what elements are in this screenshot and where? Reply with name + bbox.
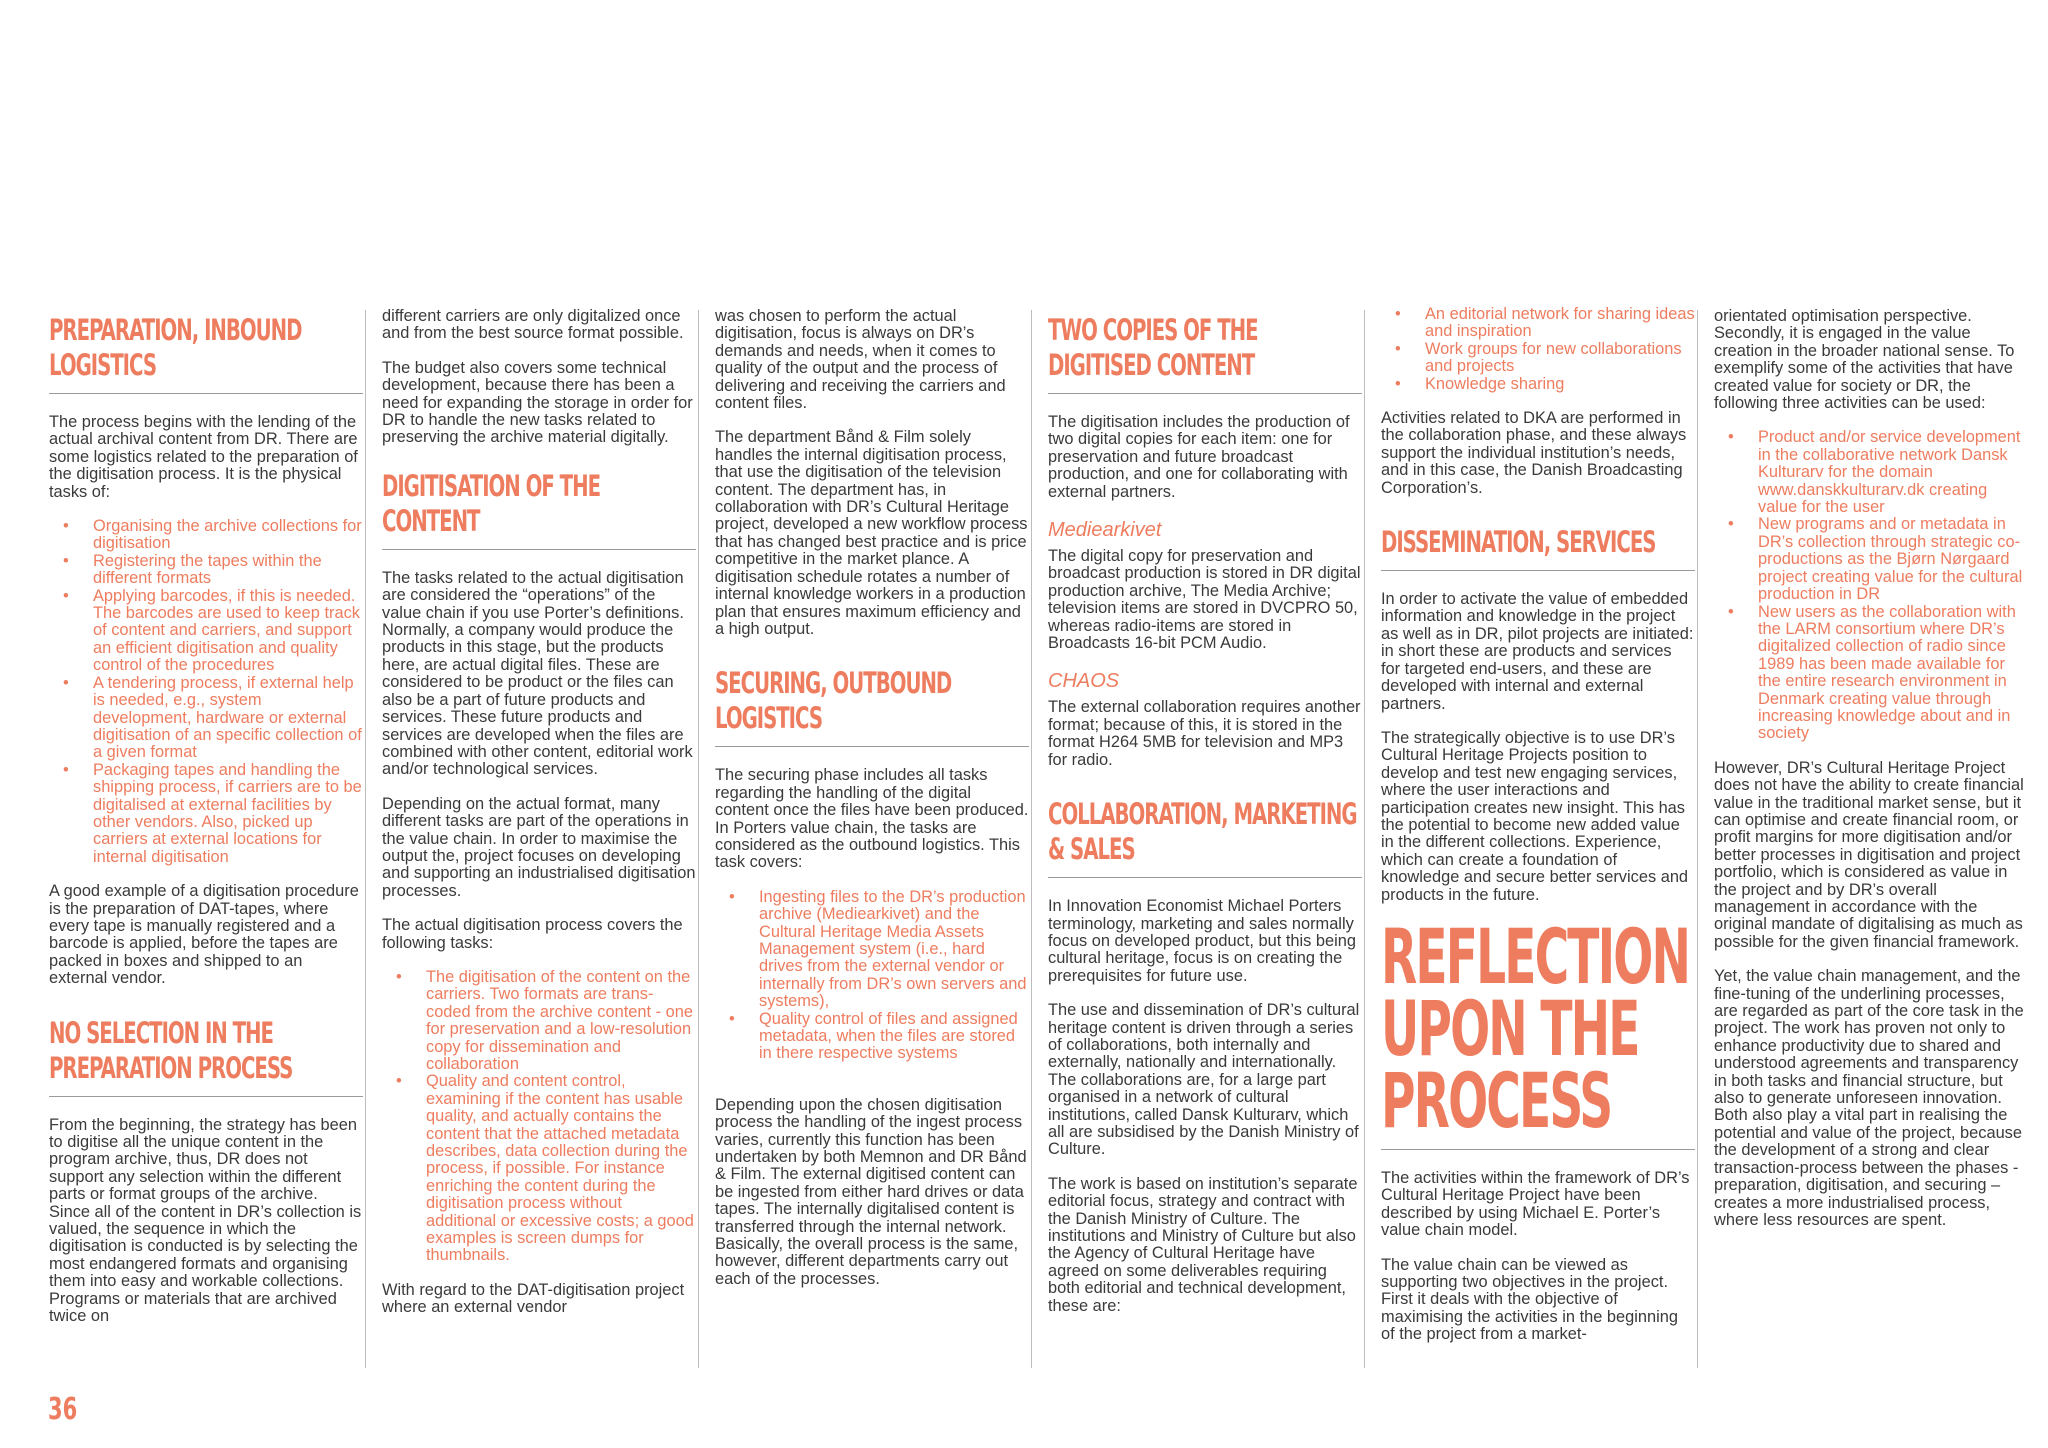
page-number: 36 xyxy=(48,1392,78,1427)
list-item: • Knowledge sharing xyxy=(1425,376,1695,393)
paragraph: Depending on the actual format, many different tasks are part of the operations in the value chain. In order to maximise the output the, project focuses on developing and supporting an industrialised digitisation processes. xyxy=(382,794,696,900)
paragraph: The use and dissemination of DR’s cultural heritage content is driven through a series of collaborations, both internally and externally, nationally and internationally. The collaborations are, for a large part organised in a network of cultural institutions, called Dansk Kulturarv, which all are subsidised by the Danish Ministry of Culture. xyxy=(1048,1001,1360,1159)
paragraph: The tasks related to the actual digitisation are considered the “operations” of the value chain if you use Porter’s definitions. Normally, a company would produce the products in this stage, but the products here, are actual digital files. These are considered to be product or the files can also be a part of future products and services. These future products and services are developed when the files are combined with other content, editorial work and/or technological services. xyxy=(382,568,693,779)
section-heading-two-copies: TWO COPIES OF THE DIGITISED CONTENT xyxy=(1048,313,1258,382)
column-divider xyxy=(1364,310,1365,1368)
paragraph: orientated optimisation perspective. Secondly, it is engaged in the value creation in the broader national sense. To exemplify some of the activities that have created value for society or DR, the following three activities can be used: xyxy=(1714,307,2015,413)
bullet-list xyxy=(1381,306,1695,393)
section-heading-preparation: PREPARATION, INBOUND LOGISTICS xyxy=(49,313,302,382)
paragraph: Activities related to DKA are performed in the collaboration phase, and these always support the individual institution’s needs, and in this case, the Danish Broadcasting Corporation’s. xyxy=(1381,409,1687,497)
bullet-list xyxy=(49,518,363,866)
list-item: • Ingesting files to the DR’s production archive (Mediearkivet) and the Cultural Heritage Media Assets Management system (i.e., hard drives from the external vendor or internally from DR’s own servers and systems), xyxy=(759,889,1029,1011)
list-item: • New users as the collaboration with the LARM consortium where DR’s digitalized collection of radio since 1989 has been made available for the entire research environment in Denmark creating value through increasing knowledge about and in society xyxy=(1758,604,2028,743)
bullet-list xyxy=(382,969,696,1265)
column-4 xyxy=(1048,313,1362,1332)
column-1 xyxy=(49,313,363,1342)
column-2 xyxy=(382,308,696,1334)
paragraph: In order to activate the value of embedded information and knowledge in the project as well as in DR, pilot projects are initiated: in short these are products and services for targeted end-users, and these are developed with internal and external partners. xyxy=(1381,590,1694,713)
list-item: • An editorial network for sharing ideas and inspiration xyxy=(1425,306,1695,341)
paragraph: A good example of a digitisation procedure is the preparation of DAT-tapes, where every tape is manually registered and a barcode is applied, before the tapes are packed in boxes and shipped to an external vendor. xyxy=(49,882,359,988)
list-item: • Applying barcodes, if this is needed. The barcodes are used to keep track of content and carriers, and support an efficient digitisation and quality control of the procedures xyxy=(93,588,363,675)
paragraph: The strategically objective is to use DR’s Cultural Heritage Projects position to develop and test new engaging services, where the user interactions and participation creates new insight. This has the potential to become new added value in the different collections. Experience, which can create a foundation of knowledge and secure better services and products in the future. xyxy=(1381,728,1689,904)
section-heading-collaboration: COLLABORATION, MARKETING & SALES xyxy=(1048,797,1357,867)
heading-rule xyxy=(382,549,696,550)
heading-rule xyxy=(1048,393,1362,394)
column-divider xyxy=(1031,310,1032,1368)
list-item: • Quality and content control, examining if the content has usable quality, and actually contains the content that the attached metadata describes, data collection during the process, if possible. For instance enriching the content during the digitisation process without additional or excessive costs; a good examples is screen dumps for thumbnails. xyxy=(426,1073,696,1264)
bullet-list xyxy=(715,889,1029,1063)
section-heading-securing: SECURING, OUTBOUND LOGISTICS xyxy=(715,666,952,736)
paragraph: The budget also covers some technical development, because there has been a need for expanding the storage in order for DR to handle the new tasks related to preserving the archive material digitally. xyxy=(382,358,693,447)
list-item: • Product and/or service development in the collaborative network Dansk Kulturarv for the domain www.danskkulturarv.dk creating value for the user xyxy=(1758,429,2028,516)
column-divider xyxy=(698,310,699,1368)
column-5 xyxy=(1381,306,1695,1361)
paragraph: different carriers are only digitalized once and from the best source format possible. xyxy=(382,307,684,343)
heading-rule xyxy=(49,1096,363,1097)
paragraph: However, DR’s Cultural Heritage Project does not have the ability to create financial value in the traditional market sense, but it can optimise and create financial room, or profit margins for more digitisation and/or better processes in digitisation and project portfolio, which is considered as value in the project and by DR’s overall management in accordance with the original mandate of digitalising as much as possible for the given financial framework. xyxy=(1714,758,2024,951)
paragraph: The digital copy for preservation and broadcast production is stored in DR digital production archive, The Media Archive; television items are stored in DVCPRO 50, whereas radio-items are stored in Broadcasts 16-bit PCM Audio. xyxy=(1048,547,1361,653)
column-divider xyxy=(1697,310,1698,1368)
list-item: • Organising the archive collections for digitisation xyxy=(93,518,363,553)
list-item: • New programs and or metadata in DR’s collection through strategic co-productions as the Bjørn Nørgaard project creating value for the cultural production in DR xyxy=(1758,516,2028,603)
section-heading-digitisation: DIGITISATION OF THE CONTENT xyxy=(382,468,601,538)
paragraph: The work is based on institution’s separate editorial focus, strategy and contract with the Danish Ministry of Culture. The institutions and Ministry of Culture but also the Agency of Cultural Heritage have agreed on some deliverables requiring both editorial and technical development, these are: xyxy=(1048,1174,1358,1315)
paragraph: Depending upon the chosen digitisation process the handling of the ingest process varies, currently this function has been undertaken by both Memnon and DR Bånd & Film. The external digitised content can be ingested from either hard drives or data tapes. The internally digitalised content is transferred through the internal network. Basically, the overall process is the same, however, different departments carry out each of the processes. xyxy=(715,1095,1027,1288)
list-item: • A tendering process, if external help is needed, e.g., system development, hardware or external digitisation of an specific collection of a given format xyxy=(93,675,363,762)
paragraph: With regard to the DAT-digitisation project where an external vendor xyxy=(382,1280,685,1317)
list-item: • The digitisation of the content on the carriers. Two formats are trans-coded from the archive content - one for preservation and a low-resolution copy for dissemination and collaboration xyxy=(426,969,696,1073)
paragraph: The department Bånd & Film solely handles the internal digitisation process, that use the digitisation of the television content. The department has, in collaboration with DR’s Cultural Heritage project, developed a new workflow process that has changed best practice and is price competitive in the market plance. A digitisation schedule rotates a number of internal knowledge workers in a production plan that ensures maximum efficiency and a high output. xyxy=(715,428,1028,638)
paragraph: The securing phase includes all tasks regarding the handling of the digital content once the files have been produced. In Porters value chain, the tasks are considered as the outbound logistics. This task covers: xyxy=(715,766,1029,872)
heading-rule xyxy=(715,746,1029,747)
bullet-list xyxy=(1714,429,2028,742)
heading-rule xyxy=(49,393,363,394)
paragraph: The digitisation includes the production of two digital copies for each item: one for preservation and future broadcast production, and one for collaborating with external partners. xyxy=(1048,413,1350,501)
subheading-mediearkivet: Mediearkivet xyxy=(1048,519,1162,542)
list-item: • Packaging tapes and handling the shipping process, if carriers are to be digitalised at external facilities by other vendors. Also, picked up carriers at external locations for internal digitisation xyxy=(93,762,363,866)
heading-rule xyxy=(1048,877,1362,878)
paragraph: The actual digitisation process covers the following tasks: xyxy=(382,916,683,952)
subheading-chaos: CHAOS xyxy=(1048,670,1120,693)
paragraph: Yet, the value chain management, and the fine-tuning of the underlining processes, are regarded as part of the core task in the project. The work has proven not only to enhance productivity due to shared and understood agreements and transparency in both tasks and financial structure, but also to generate unforeseen innovation. Both also play a vital part in realising the potential and value of the project, because the development of a strong and clear transaction-process between the phases - preparation, digitisation, and securing – creates a more industrialised process, where less resources are spent. xyxy=(1714,967,2024,1229)
section-heading-no-selection: NO SELECTION IN THE PREPARATION PROCESS xyxy=(49,1015,293,1085)
paragraph: The process begins with the lending of the actual archival content from DR. There are some logistics related to the preparation of the digitisation process. It is the physical tasks of: xyxy=(49,413,358,501)
list-item: • Work groups for new collaborations and projects xyxy=(1425,341,1695,376)
column-6 xyxy=(1714,308,2028,1246)
list-item: • Quality control of files and assigned metadata, when the files are stored in there respective systems xyxy=(759,1011,1029,1063)
heading-rule xyxy=(1381,1149,1695,1150)
paragraph: The value chain can be viewed as supporting two objectives in the project. First it deals with the objective of maximising the activities in the beginning of the project from a market- xyxy=(1381,1255,1679,1344)
section-heading-dissemination: DISSEMINATION, SERVICES xyxy=(1381,525,1656,560)
section-heading-reflection: REFLECTION UPON THE PROCESS xyxy=(1381,911,1690,1145)
column-divider xyxy=(365,310,366,1368)
column-3 xyxy=(715,308,1029,1305)
heading-rule xyxy=(1381,570,1695,571)
paragraph: From the beginning, the strategy has been to digitise all the unique content in the program archive, thus, DR does not support any selection within the different parts or format groups of the archive. Since all of the content in DR’s collection is valued, the sequence in which the digitisation is conducted is by selecting the most endangered formats and organising them into easy and workable collections. Programs or materials that are archived twice on xyxy=(49,1115,362,1326)
paragraph: The external collaboration requires another format; because of this, it is stored in the format H264 5MB for television and MP3 for radio. xyxy=(1048,698,1361,769)
paragraph: was chosen to perform the actual digitisation, focus is always on DR’s demands and needs, when it comes to quality of the output and the process of delivering and receiving the carriers and content files. xyxy=(715,307,1006,413)
paragraph: In Innovation Economist Michael Porters terminology, marketing and sales normally focus on developed product, but this being cultural heritage, focus is on creating the prerequisites for future use. xyxy=(1048,897,1356,985)
paragraph: The activities within the framework of DR’s Cultural Heritage Project have been described by using Michael E. Porter’s value chain model. xyxy=(1381,1168,1690,1240)
list-item: • Registering the tapes within the different formats xyxy=(93,553,363,588)
